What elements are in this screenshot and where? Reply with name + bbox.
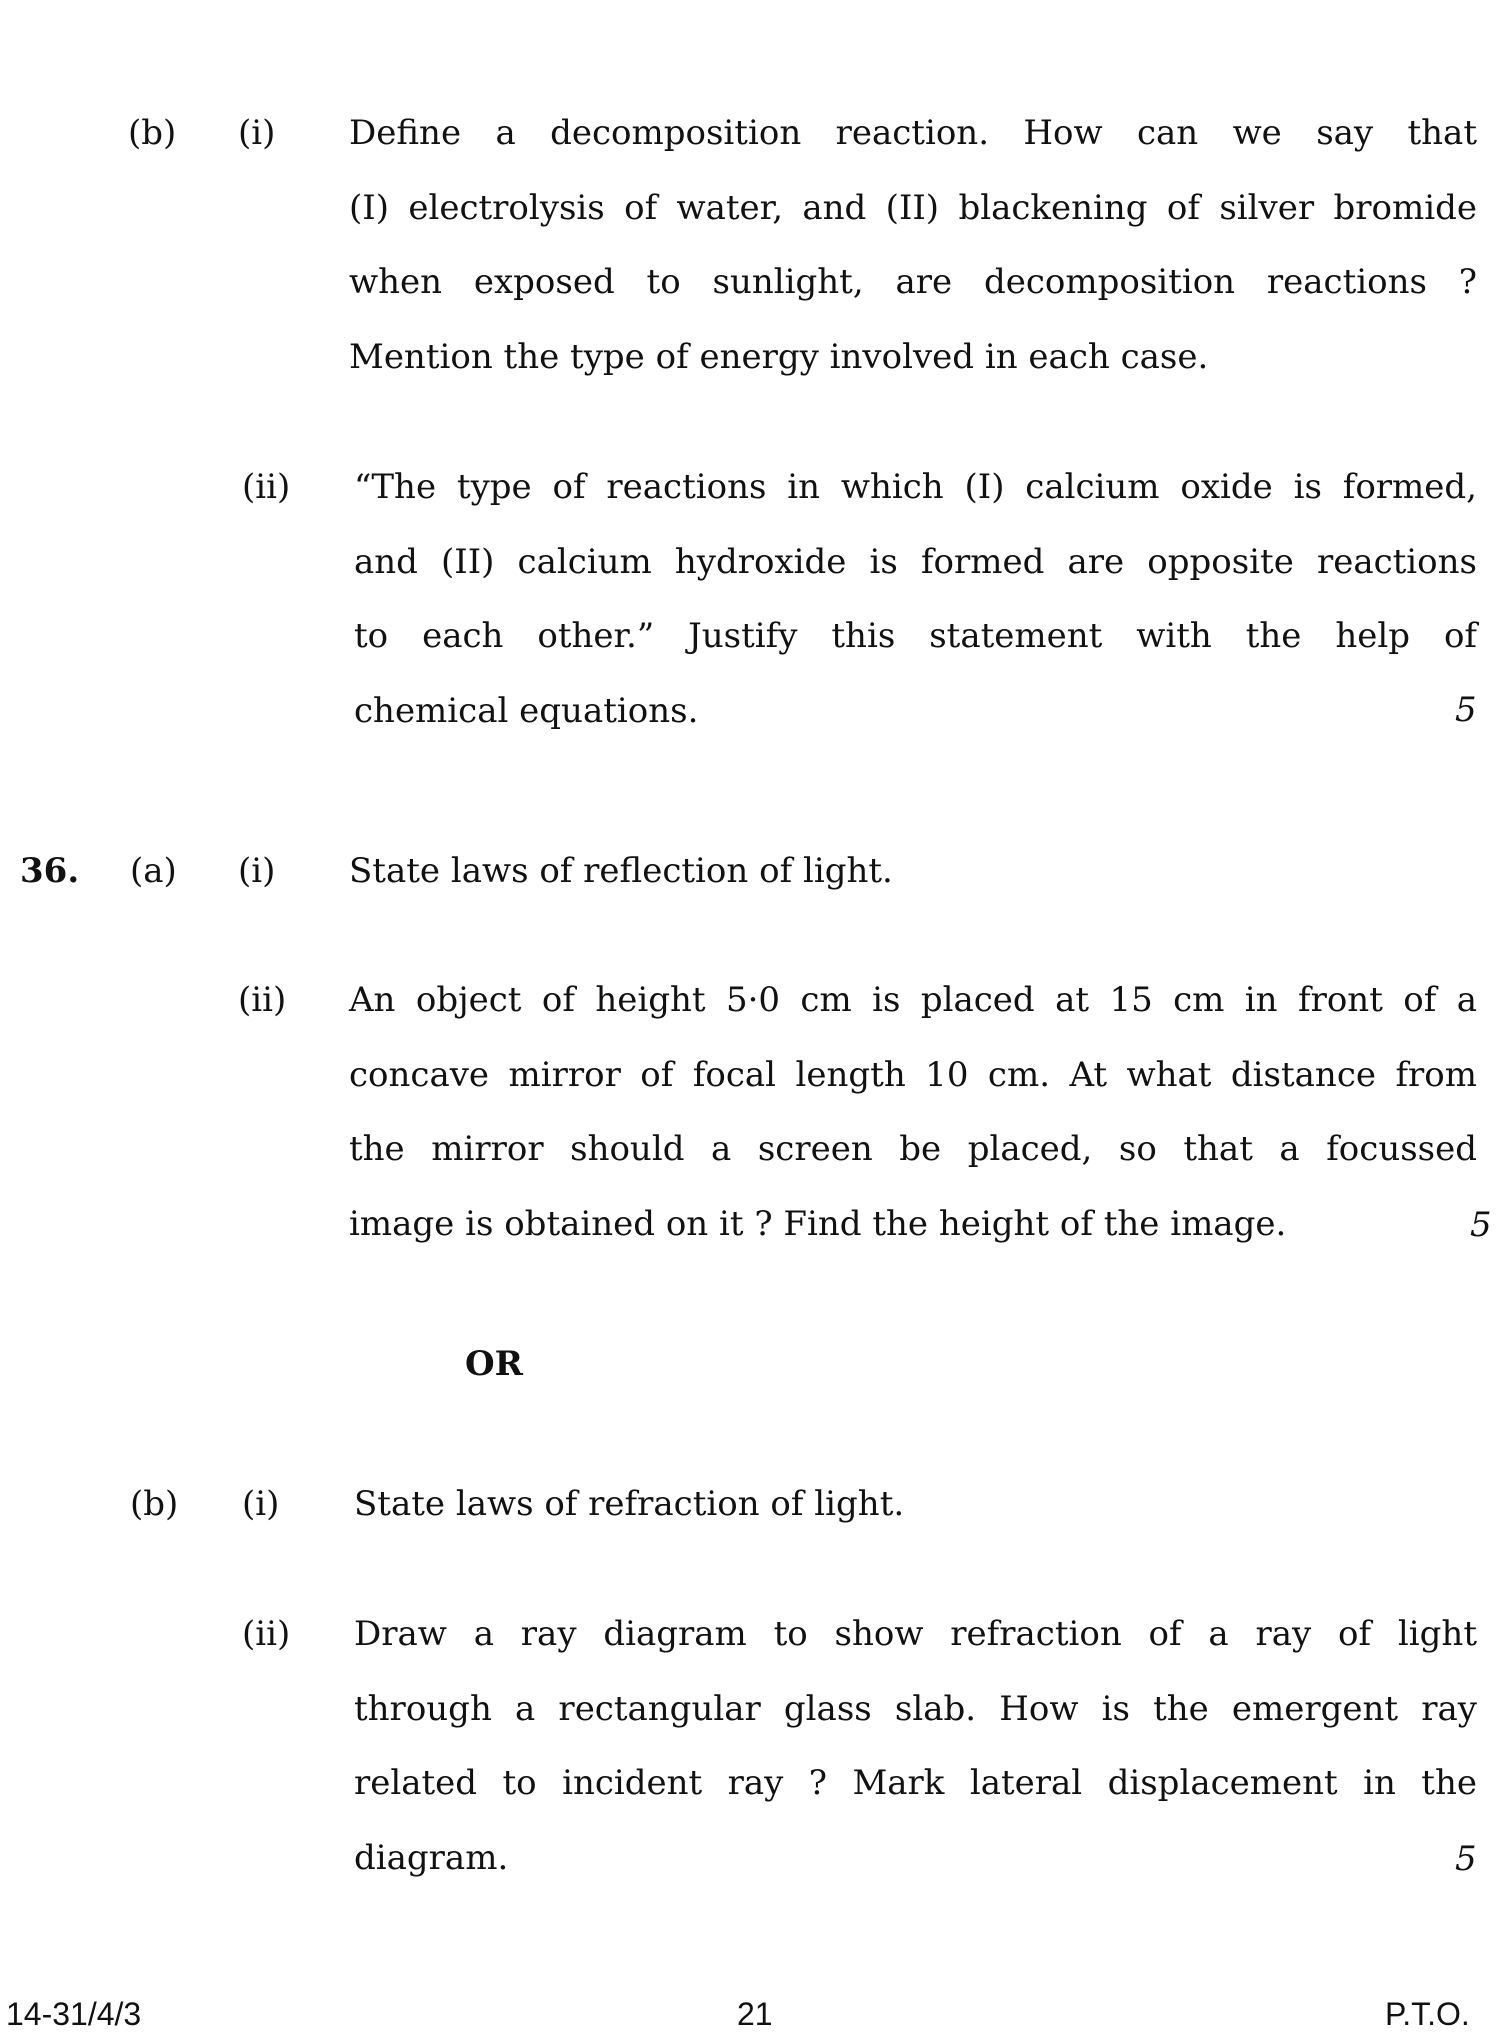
text-line: Mention the type of energy involved in each case. [349, 336, 1209, 377]
text-line: the mirror should a screen be placed, so that a focussed [349, 1129, 1477, 1169]
question-36b-i-text: State laws of refraction of light. [354, 1484, 905, 1524]
marks-36a: 5 [1470, 1205, 1492, 1245]
subpart-label-36a-i: (i) [238, 851, 276, 891]
part-label-36a: (a) [130, 851, 177, 891]
part-label-36b: (b) [130, 1484, 179, 1524]
text-line: and (II) calcium hydroxide is formed are opposite reactions [354, 541, 1477, 582]
text-line: An object of height 5·0 cm is placed at 15 cm in front of a [349, 980, 1477, 1020]
question-number-36: 36. [20, 851, 80, 891]
text-line: concave mirror of focal length 10 cm. At what distance from [349, 1054, 1477, 1095]
question-35b-i-text [349, 96, 1477, 394]
text-line: related to incident ray ? Mark lateral displacement in the [354, 1763, 1477, 1803]
question-36b-ii-text [354, 1597, 1477, 1895]
subpart-label-35b-i: (i) [238, 113, 276, 153]
question-35b-ii-text [354, 450, 1477, 748]
text-line: when exposed to sunlight, are decomposition reactions ? [349, 262, 1477, 302]
question-36a-ii-text [349, 963, 1477, 1261]
text-line: to each other.” Justify this statement with the help of [354, 616, 1477, 656]
page-number: 21 [737, 1996, 773, 2032]
marks-35b: 5 [1455, 690, 1477, 730]
paper-code: 14-31/4/3 [6, 1996, 142, 2032]
part-label-35b: (b) [128, 113, 177, 153]
text-line: “The type of reactions in which (I) calcium oxide is formed, [354, 467, 1477, 507]
marks-36b: 5 [1455, 1839, 1477, 1879]
question-36a-i-text: State laws of reflection of light. [349, 851, 893, 891]
subpart-label-36a-ii: (ii) [238, 980, 287, 1020]
text-line: image is obtained on it ? Find the height of the image. [349, 1203, 1287, 1244]
subpart-label-36b-i: (i) [242, 1484, 280, 1524]
text-line: diagram. [354, 1837, 509, 1878]
text-line: through a rectangular glass slab. How is the emergent ray [354, 1688, 1477, 1729]
text-line: (I) electrolysis of water, and (II) blackening of silver bromide [349, 187, 1477, 228]
subpart-label-36b-ii: (ii) [242, 1614, 291, 1654]
or-label: OR [465, 1344, 523, 1384]
text-line: chemical equations. [354, 690, 699, 731]
subpart-label-35b-ii: (ii) [242, 467, 291, 507]
text-line: Draw a ray diagram to show refraction of a ray of light [354, 1614, 1477, 1654]
pto-label: P.T.O. [1385, 1996, 1470, 2032]
text-line: Define a decomposition reaction. How can we say that [349, 113, 1477, 153]
